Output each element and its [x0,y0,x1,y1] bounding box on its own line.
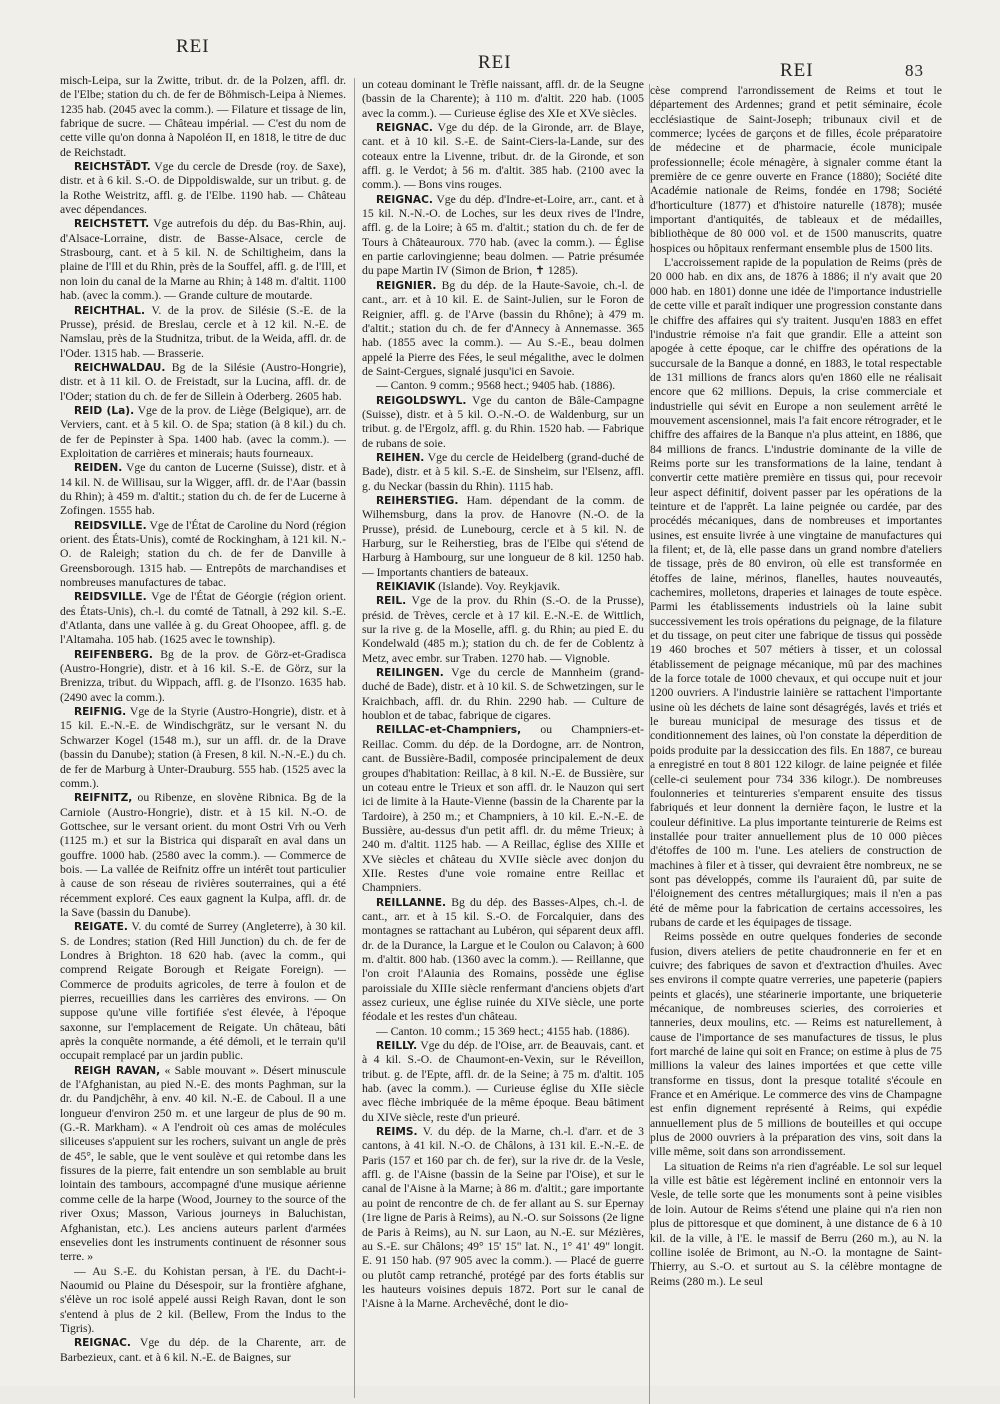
entry-text: Vge du canton de Lucerne (Suisse), distr. et à 14 kil. N. de Willisau, sur la Wigger, affl. dr. de l'Aar (bassin du Rhin); à 459 m. d'altit.; station du ch. de fer de Lucerne à Zofingen. 1555 hab. [60,461,346,518]
dictionary-entry [60,1064,346,1265]
dictionary-entry [362,666,644,723]
column-right [650,84,942,1378]
dictionary-entry [60,1265,346,1337]
dictionary-entry [650,84,942,256]
entry-headword: REIKIAVIK [376,581,436,594]
entry-headword: REILLY. [376,1040,418,1053]
dictionary-entry [362,896,644,1025]
dictionary-entry [362,1025,644,1039]
entry-headword: REIFENBERG. [74,648,153,661]
entry-headword: REICHSTETT. [74,218,150,231]
dictionary-entry [60,361,346,404]
entry-text: — Au S.-E. du Kohistan persan, à l'E. du Dacht-i-Naoumid ou Plaine du Désespoir, sur la frontière afghane, s'élève un roc isolé appelé aussi Reigh Ravan, dont le son s'entend à plus de 2 kil. (Bellew, From the Indus to the Tigris). [60,1264,346,1335]
dictionary-entry [362,78,644,121]
entry-text: Vge de l'État de Géorgie (région orient. des États-Unis), ch.-l. du comté de Tatnall, à 292 kil. S.-E. d'Atlanta, dans une vallée à g. du Great Ohoopee, affl. g. de l'Altamaha. 105 hab. (1625 avec le township). [60,590,346,647]
entry-text: misch-Leipa, sur la Zwitte, tribut. dr. de la Polzen, affl. dr. de l'Elbe; station du ch. de fer de Böhmisch-Leipa à Niemes. 1235 hab. (2045 avec la comm.). — Filature et tissage de lin, fabrique de sucre. — Château impérial. — C'est du nom de cette ville qu'on donna à Napoléon II, en 1818, le titre de duc de Reichstadt. [60,74,346,159]
entry-text: V. du comté de Surrey (Angleterre), à 30 kil. S. de Londres; station (Red Hill Junction) du ch. de fer de Londres à Brighton. 18 620 hab. (avec la comm., qui comprend Reigate Borough et Reigate Foreign). — Commerce de produits agricoles, de terre à foulon et de pierres, recueillies dans les carrières des environs. — On suppose qu'une ville fortifiée s'est élevée, à l'époque saxonne, sur l'emplacement de Reigate. Un château, bâti après la conquête normande, a été démoli, et le terrain qu'il occupait remplacé par un jardin public. [60,920,346,1063]
column-rule [354,78,355,1398]
entry-headword: REIFNITZ, [74,792,133,805]
entry-headword: REID (La). [74,404,135,417]
entry-text: (Islande). Voy. Reykjavik. [438,580,561,594]
entry-text: cèse comprend l'arrondissement de Reims et tout le département des Ardennes; grand et petit séminaire, école ecclésiastique de Saint-Joseph; tribunaux civil et de commerce; lycées de garçons et de filles, école préparatoire de médecine et de pharmacie, école municipale professionnelle; école ménagère, à signaler comme étant la première de ce genre ouverte en France (1880); Société dite Académie nationale de Reims, fondée en 1798; Société d'horticulture (1877) et d'histoire naturelle (1878); musée important d'antiquités, de tableaux et de médailles, bibliothèque de 80 000 vol. et de 1500 manuscrits, quatre hospices ou hôpitaux renfermant ensemble plus de 1500 lits. [650,84,942,255]
dictionary-entry [60,74,346,160]
dictionary-entry [60,648,346,705]
column-left [60,74,346,1380]
entry-text: Vge de la prov. du Rhin (S.-O. de la Prusse), présid. de Trèves, cercle et à 17 kil. E.-N.-E. de Wittlich, sur la rive g. de la Moselle, affl. g. du Rhin; au pied E. du Kondelwald (485 m.); station du ch. de fer de Coblentz à Metz, avec embr. sur Traben. 1270 hab. — Vignoble. [362,594,644,665]
entry-text: Vge du dép. de la Charente, arr. de Barbezieux, cant. et à 6 kil. N.-E. de Baignes, sur [60,1336,346,1364]
entry-text: Vge du dép. d'Indre-et-Loire, arr., cant. et à 15 kil. N.-N.-O. de Loches, sur les deux rives de l'Indre, affl. g. de la Loire; à 65 m. d'altit.; station du ch. de fer de Tours à Châteauroux. 770 hab. (avec la comm.). — Église en partie carlovingienne; beau dolmen. — Patrie présumée du pape Martin IV (Simon de Brion, ✝ 1285). [362,192,644,278]
dictionary-entry [362,1039,644,1125]
dictionary-entry [60,920,346,1063]
entry-text: La situation de Reims n'a rien d'agréable. Le sol sur lequel la ville est bâtie est légèrement incliné en entonnoir vers la Vesle, de telle sorte que les monuments sont à peine visibles de loin. Autour de Reims s'étend une plaine qui n'a rien non plus de pittoresque et que dominent, à une distance de 6 à 10 kil. de la ville, à l'E. le massif de Berru (260 m.), au N. la colline isolée de Brimont, au N.-O. la montagne de Saint-Thierry, au S.-O. et surtout au S. la célèbre montagne de Reims (280 m.). Le seul [650,1159,942,1288]
entry-headword: REIGATE. [74,921,128,934]
entry-headword: REILINGEN. [376,667,444,680]
dictionary-entry [650,256,942,930]
dictionary-entry [362,594,644,666]
running-head-center: REI [478,52,512,73]
entry-text: Vge du cercle de Dresde (roy. de Saxe), distr. et à 6 kil. S.-O. de Dippoldiswalde, sur un tribut. g. de la Rothe Weistritz, affl. g. de l'Elbe. 1190 hab. — Château avec dépendances. [60,160,346,217]
entry-text: Bg de la prov. de Görz-et-Gradisca (Austro-Hongrie), distr. et à 16 kil. S.-E. de Görz, sur la Brenizza, tribut. du Wippach, affl. g. de l'Isonzo. 1635 hab. (2490 avec la comm.). [60,647,346,704]
entry-text: Vge de la Styrie (Austro-Hongrie), distr. et à 15 kil. E.-N.-E. de Windischgrätz, sur le versant N. du Schwarzer Kogel (1548 m.), sur un affl. dr. de la Drave (bassin du Danube); station (à Fresen, 8 kil. N.-N.-E.) du ch. de fer de Marburg à Unter-Drauburg. 555 hab. (1525 avec la comm.). [60,705,346,790]
page-number: 83 [905,61,924,80]
entry-headword: REIDSVILLE. [74,519,147,532]
entry-headword: REIGNAC. [376,193,433,206]
dictionary-entry [362,723,644,895]
dictionary-entry [60,304,346,361]
entry-text: ou Ribenze, en slovène Ribnica. Bg de la Carniole (Austro-Hongrie), distr. et à 15 kil. N.-O. de Gottschee, sur le versant orient. du mont Ostri Vrh ou Verh (1125 m.) et sur la Bistrica qui disparaît en aval dans un gouffre. 1000 hab. (2580 avec la comm.). — Commerce de bois. — La vallée de Reifnitz offre un intérêt tout particulier à cause de son réseau de rivières souterraines, qui a été récemment exploré. Ces eaux gagnent la Kulpa, affl. dr. de la Save (bassin du Danube). [60,791,346,919]
entry-text: Bg du dép. de la Haute-Savoie, ch.-l. de cant., arr. et à 10 kil. E. de Saint-Julien, sur le Foron de Reignier, affl. g. de l'Arve (bassin du Rhône); à 479 m. d'altit.; station du ch. de fer d'Annecy à Annemasse. 365 hab. (1855 avec la comm.). — Au S.-E., beau dolmen appelé la Pierre des Fées, le seul mégalithe, avec le dolmen de Saint-Cergues, signalé jusqu'ici en Savoie. [362,278,644,378]
dictionary-entry [60,705,346,791]
entry-headword: REICHSTÄDT. [74,161,151,174]
entry-text: L'accroissement rapide de la population de Reims (près de 20 000 hab. en dix ans, de 1876 à 1886; il n'y avait que 20 000 hab. en 1801) donne une idée de l'importance industrielle de cette ville et paraît indiquer une progression constante dans le chiffre des affaires qui s'y traitent. Jusqu'en 1883 en effet l'industrie rémoise n'a fait que grandir. Elle a atteint son apogée à cette époque, car le chiffre des opérations de la succursale de la Banque a donné, en 1883, le total respectable de 131 millions de francs alors qu'en 1860 elle ne réalisait encore que 62 millions. Depuis, la crise commerciale et industrielle qui sévit en Europe a non seulement arrêté le mouvement ascensionnel, mais l'a fait encore rétrograder, et le chiffre des affaires de la Banque n'a plus atteint, en 1886, que 84 millions de francs. L'industrie dominante de la ville de Reims porte sur les transformations de la laine, tendant à convertir cette matière première en tissus qui, pour recevoir leur aspect définitif, doivent passer par les opérations de la teinture et de l'apprêt. La laine peignée ou cardée, par des procédés mécaniques, dans de nombreuses et importantes usines, est ensuite livrée à une vingtaine de manufactures qui la filent; et, de là, elle passe dans un grand nombre d'ateliers de tissage, près de 80 environ, où elle est transformée en étoffes de laine, mérinos, flanelles, hautes nouveautés, cachemires, molletons, draperies et lainages de toute espèce. Parmi les établissements industriels où la laine subit successivement les trois opérations du peignage, de la filature et du tissage, on peut citer une fabrique de tissus qui possède 19 460 broches et 507 métiers à tisser, et un colossal établissement de peignage mécanique, mû par des machines de la force totale de 1000 chevaux, et qui occupe nuit et jour 1200 ouvriers. A l'industrie lainière se rattachent l'importante usine où les déchets de laine sont désagrégés, lavés et triés et le bureau municipal de mesurage des tissus et de conditionnement des laines, où l'on constate la déperdition de poids produite par la dessiccation des fils. En 1887, ce bureau a enregistré en tout 8 801 122 kilogr. de laine peignée et filée (celle-ci seulement pour 734 336 kilogr.). De nombreuses foulonneries et teintureries s'emparent ensuite des tissus fabriqués et leur donnent la dernière façon, le lustre et la couleur définitive. La plus importante teinturerie de Reims est installée pour traiter annuellement plus de 10 000 pièces d'étoffes de 100 m. l'une. Les ateliers de construction de machines à filer et à tisser, qui devraient être nombreux, ne se sont pas développés, comme ils l'auraient dû, par suite de l'éloignement des centres métallurgiques; mais il n'en a pas été de même pour la fabrication de certains accessoires, les rubans de carde et les équipages de tissage. [650,256,942,929]
entry-headword: REIHEN. [376,451,425,464]
dictionary-entry [362,394,644,451]
entry-text: Bg de la Silésie (Austro-Hongrie), distr. et à 11 kil. O. de Freistadt, sur la Lucina, affl. dr. de l'Oder; station du ch. de fer de Sillein à Oderberg. 2605 hab. [60,360,346,403]
dictionary-entry [362,451,644,494]
dictionary-entry [362,494,644,580]
entry-headword: REIGNAC. [376,122,433,135]
dictionary-entry [60,1336,346,1365]
dictionary-entry [60,217,346,303]
entry-text: Ham. dépendant de la comm. de Wilhemsburg, dans la prov. de Hanovre (N.-O. de la Prusse), présid. de Lunebourg, cercle et à 5 kil. N. de Harburg, sur le Reiherstieg, bras de l'Elbe qui s'étend de Harburg à Hambourg, sur une longueur de 8 kil. 1250 hab. — Importants chantiers de bateaux. [362,493,644,579]
dictionary-entry [362,1125,644,1311]
entry-headword: REIMS. [376,1126,418,1139]
dictionary-entry [60,519,346,591]
entry-headword: REIHERSTIEG. [376,494,459,507]
column-middle [362,78,644,1378]
running-head-left: REI [176,36,210,57]
entry-text: V. de la prov. de Silésie (S.-E. de la Prusse), présid. de Breslau, cercle et à 12 kil. N.-E. de Namslau, près de la Studnitza, tribut. de la Weida, affl. dr. de l'Oder. 1315 hab. — Brasserie. [60,303,346,360]
dictionary-entry [60,160,346,217]
entry-text: « Sable mouvant ». Désert minuscule de l'Afghanistan, au pied N.-E. des monts Paghman, sur la dr. du Pandjchêhr, à env. 40 kil. N.-E. de Caboul. Il a une longueur d'environ 250 m. et une largeur de plus de 90 m. (G.-R. Markham). « A l'endroit où ces amas de molécules siliceuses s'appuient sur les rochers, suivant un angle de près de 45°, le sable, que le vent soulève et qui retombe dans les fissures de la pierre, fait entendre un son semblable au bruit lointain des tambours, accompagné d'une musique aérienne comme celle de la harpe (Wood, Journey to the source of the river Oxus; Masson, Various journeys in Baluchistan, Afghanistan, etc.). Les anciens auteurs parlent d'armées ensevelies dont les instruments continuent de résonner sous terre. » [60,1063,346,1264]
entry-headword: REIDEN. [74,462,123,475]
dictionary-entry [60,590,346,647]
dictionary-entry [362,379,644,393]
dictionary-entry [60,461,346,518]
entry-headword: REICHWALDAU. [74,361,166,374]
entry-text: Vge de la prov. de Liège (Belgique), arr. de Verviers, cant. et à 5 kil. O. de Spa; station (à 8 kil.) du ch. de fer de Pepinster à Spa. 1400 hab. (avec la comm.). — Exploitation de carrières et minerais; hauts fourneaux. [60,403,346,460]
dictionary-entry [60,404,346,461]
entry-headword: REIFNIG. [74,706,127,719]
entry-text: Vge du cercle de Heidelberg (grand-duché de Bade), distr. et à 5 kil. S.-E. de Sinsheim, sur l'Elsenz, affl. g. du Neckar (bassin du Rhin). 1115 hab. [362,450,644,493]
entry-text: un coteau dominant le Trèfle naissant, affl. dr. de la Seugne (bassin de la Charente); à 110 m. d'altit. 220 hab. (1005 avec la comm.). — Curieuse église des XIe et XVe siècles. [362,78,644,120]
entry-headword: REIGNAC. [74,1337,131,1350]
entry-text: Vge du dép. de l'Oise, arr. de Beauvais, cant. et à 4 kil. S.-O. de Chaumont-en-Vexin, sur le Réveillon, tribut. g. de l'Epte, affl. dr. de la Seine; à 75 m. d'altit. 105 hab. (avec la comm.). — Curieuse église du XIIe siècle avec flèche imbriquée de la même époque. Beau bâtiment du XIVe siècle, reste d'un prieuré. [362,1039,644,1124]
entry-headword: REIL. [376,595,407,608]
entry-text: Vge du cercle de Mannheim (grand-duché de Bade), distr. et à 10 kil. S. de Schwetzingen, sur le Kraichbach, affl. dr. du Rhin. 2290 hab. — Culture de houblon et de tabac, fabrique de cigares. [362,666,644,723]
entry-text: V. du dép. de la Marne, ch.-l. d'arr. et de 3 cantons, à 41 kil. N.-O. de Châlons, à 131 kil. E.-N.-E. de Paris (157 et 160 par ch. de fer), sur la rive dr. de la Vesle, affl. g. de l'Aisne (bassin de la Seine par l'Oise), et sur le canal de l'Aisne à la Marne; à 86 m. d'altit.; gare importante au point de rencontre de ch. de fer allant au S. sur Epernay (1re ligne de Paris à Reims), au N.-O. sur Soissons (2e ligne de Paris à Reims), au N. sur Laon, au N.-E. sur Mézières, au S.-E. sur Châlons; 49° 15' 15" lat. N., 1° 41' 49" longit. E. 91 150 hab. (97 905 avec la comm.). — Placé de guerre ou plutôt camp retranché, protégé par des forts établis sur les hauteurs voisines depuis 1872. Port sur le canal de l'Aisne à la Marne. Archevêché, dont le dio- [362,1125,644,1311]
dictionary-entry [362,121,644,193]
dictionary-entry [650,1160,942,1289]
dictionary-entry [362,580,644,594]
entry-text: Reims possède en outre quelques fonderies de seconde fusion, divers ateliers de petite chaudronnerie en fer et en cuivre; des fabriques de savon et d'extraction d'huiles. Avec ses environs il compte quatre verreries, une papeterie (papiers peints et glacés), une stéarinerie importante, une briqueterie mécanique, de nombreuses scieries, des corroieries et tanneries, deux moulins, etc. — Reims est naturellement, à cause de l'importance de ses manufactures de tissus, le plus fort marché de laine qui soit en France; on estime à plus de 75 millions la valeur des laines importées et que cette ville transforme en tissus, dont la presque totalité s'écoule en France et en Amérique. Le commerce des vins de Champagne est enfin dignement représenté à Reims, qui expédie annuellement plus de 5 millions de bouteilles et qui occupe plus de 2000 ouvriers à la préparation des vins, soit dans la ville même, soit dans son arrondissement. [650,930,942,1159]
entry-text: — Canton. 9 comm.; 9568 hect.; 9405 hab. (1886). [376,379,616,393]
entry-text: Vge du canton de Bâle-Campagne (Suisse), distr. et à 5 kil. O.-N.-O. de Waldenburg, sur un tribut. g. de l'Ergolz, affl. g. du Rhin. 1520 hab. — Fabrique de rubans de soie. [362,393,644,450]
entry-text: — Canton. 10 comm.; 15 369 hect.; 4155 hab. (1886). [376,1024,630,1038]
entry-text: Vge autrefois du dép. du Bas-Rhin, auj. d'Alsace-Lorraine, distr. de Basse-Alsace, cercle de Strasbourg, cant. et à 5 kil. N. de Schiltigheim, dans la plaine de l'Ill et du Rhin, près de la Souffel, affl. g. de l'Ill, et non loin du canal de la Marne au Rhin; à 148 m. d'altit. 1100 hab. (avec la comm.). — Grande culture de moutarde. [60,217,346,303]
entry-text: ou Champniers-et-Reillac. Comm. du dép. de la Dordogne, arr. de Nontron, cant. de Bussière-Badil, composée principalement de deux groupes d'habitation: Reillac, à 8 kil. N.-E. de Bussière, sur un coteau entre le Trieux et son affl. dr. le Nauzon qui sert ici de limite à la Haute-Vienne (bassin de la Charente par la Tardoire), à 250 m.; et Champniers, à 10 kil. E.-N.-E. de Bussière, au-dessus d'un petit affl. dr. du même Trieux; à 240 m. d'altit. 1125 hab. — A Reillac, église des XIIIe et XVe siècles et château du XVIIe siècle avec donjon du XIIe. Restes d'une voie romaine entre Reillac et Champniers. [362,723,644,895]
entry-headword: REIDSVILLE. [74,591,147,604]
entry-text: Vge de l'État de Caroline du Nord (région orient. des États-Unis), comté de Rockingham, à 121 kil. N.-O. de Raleigh; station du ch. de fer de Danville à Greensborough. 1315 hab. — Entrepôts de marchandises et nombreuses manufactures de tabac. [60,518,346,590]
entry-headword: REIGOLDSWYL. [376,394,467,407]
entry-headword: REIGH RAVAN, [74,1064,161,1077]
dictionary-entry [60,791,346,920]
dictionary-entry [362,193,644,279]
entry-text: Bg du dép. des Basses-Alpes, ch.-l. de cant., arr. et à 15 kil. S.-O. de Forcalquier, dans des montagnes se rattachant au Lubéron, qui séparent deux affl. dr. de la Durance, la Largue et le Coulon ou Calavon; à 600 m. d'altit. 800 hab. (1360 avec la comm.). — Reillanne, que l'on croit l'Alaunia des Romains, possède une église paroissiale du XIIIe siècle renfermant d'anciens objets d'art assez curieux, une église ruinée du XIVe siècle, une porte féodale et les restes d'un château. [362,895,644,1024]
entry-text: Vge du dép. de la Gironde, arr. de Blaye, cant. et à 10 kil. S.-E. de Saint-Ciers-la-Lande, sur des coteaux entre la Livenne, tribut. dr. de la Gironde, et son affl. g. le Verdot; à 56 m. d'altit. 385 hab. (2100 avec la comm.). — Bons vins rouges. [362,121,644,192]
entry-headword: REILLAC-et-Champniers, [376,724,522,737]
entry-headword: REICHTHAL. [74,304,146,317]
dictionary-entry [362,279,644,379]
dictionary-entry [650,930,942,1160]
entry-headword: REIGNIER. [376,279,437,292]
entry-headword: REILLANNE. [376,896,447,909]
running-head-right: REI [780,60,814,81]
